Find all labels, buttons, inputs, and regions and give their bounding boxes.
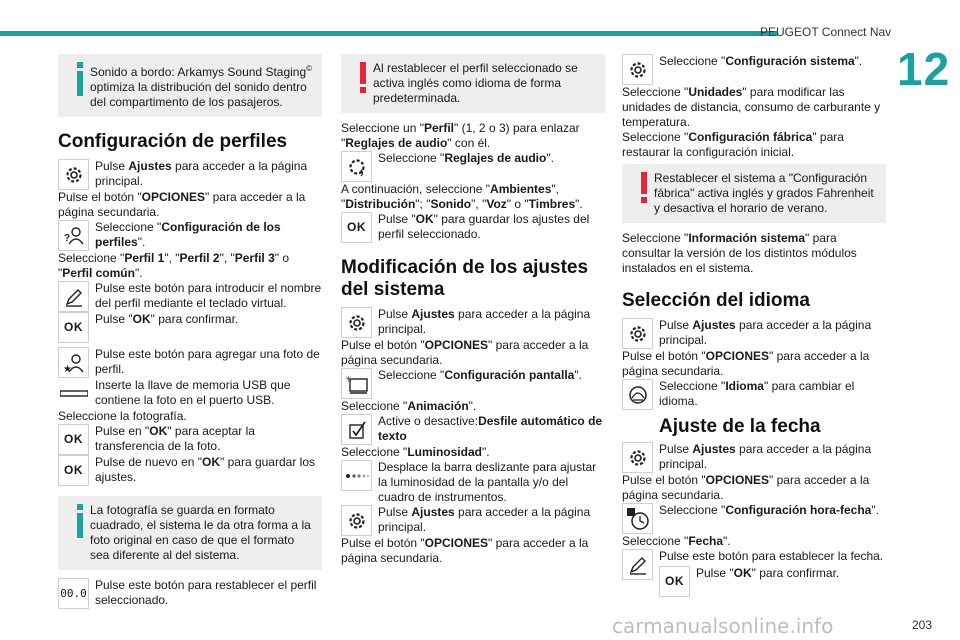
slider-icon[interactable] [341, 460, 372, 491]
info-text: optimiza la distribución del sonido dentro del compartimento de los pasajeros. [90, 80, 307, 109]
settings-gear-icon[interactable] [622, 318, 653, 349]
step: Pulse Ajustes para acceder a la página principal. [622, 318, 886, 349]
step: Pulse Ajustes para acceder a la página principal. [341, 307, 605, 338]
section-heading-system-settings: Modificación de los ajustes del sistema [341, 257, 589, 300]
edit-pencil-icon[interactable] [58, 281, 89, 312]
svg-text:✳: ✳ [344, 374, 353, 385]
chapter-number: 12 [897, 43, 951, 95]
watermark: carmanualsonline.info [612, 614, 834, 638]
edit-pencil-icon[interactable] [622, 549, 653, 580]
header-title: PEUGEOT Connect Nav [760, 25, 892, 39]
warning-icon [353, 62, 373, 96]
step: Seleccione "Reglajes de audio". [341, 151, 605, 182]
svg-text:?: ? [63, 232, 70, 244]
step: Pulse Ajustes para acceder a la página principal. [58, 159, 322, 190]
step: Pulse Ajustes para acceder a la página principal. [341, 505, 605, 536]
info-icon [70, 62, 90, 96]
step: OK Pulse "OK" para confirmar. [659, 566, 886, 597]
ok-button[interactable]: OK [58, 312, 89, 343]
profile-photo-star-icon[interactable] [58, 347, 89, 378]
step-text: A continuación, seleccione "Ambientes", "Distribución"; "Sonido", "Voz" o "Timbres". [341, 182, 583, 211]
step-text: Pulse el botón "OPCIONES" para acceder a la página secundaria. [622, 349, 870, 378]
step: Pulse Ajustes para acceder a la página principal. [622, 442, 886, 473]
language-icon[interactable] [622, 379, 653, 410]
ok-button[interactable]: OK [341, 212, 372, 243]
step-text: Pulse el botón "OPCIONES" para acceder a la página secundaria. [341, 536, 589, 565]
settings-gear-icon[interactable] [341, 505, 372, 536]
checkbox-icon[interactable] [341, 414, 372, 445]
info-box-sound: Sonido a bordo: Arkamys Sound Staging© optimiza la distribución del sonido dentro del compartimento de los pasajeros. [58, 54, 322, 117]
step: Seleccione "Configuración sistema". [622, 54, 886, 85]
step-text: Pulse el botón "OPCIONES" para acceder a la página secundaria. [58, 190, 306, 219]
step-text: Seleccione "Perfil 1", "Perfil 2", "Perfil 3" o "Perfil común". [58, 251, 290, 280]
profile-question-icon[interactable] [58, 220, 89, 251]
page-number: 203 [912, 618, 933, 632]
ok-button[interactable]: OK [58, 455, 89, 486]
step: ✳ Seleccione "Configuración pantalla". [341, 368, 605, 399]
info-text: Sonido a bordo: Arkamys Sound Staging [90, 65, 307, 79]
section-heading-language: Selección del idioma [622, 290, 810, 311]
step: Seleccione "Idioma" para cambiar el idioma. [622, 379, 886, 410]
step: ★ Pulse este botón para agregar una foto de perfil. [58, 347, 322, 378]
step-text: Seleccione la fotografía. [58, 409, 187, 423]
step-text: Seleccione "Información sistema" para consultar la versión de los distintos módulos instalados en el sistema. [622, 231, 857, 275]
step: 00.0 Pulse este botón para restablecer el perfil seleccionado. [58, 578, 322, 609]
system-settings-icon[interactable] [622, 54, 653, 85]
step: Pulse este botón para introducir el nombre del perfil mediante el teclado virtual. [58, 281, 322, 312]
step-text: Seleccione "Fecha". [622, 534, 731, 548]
settings-gear-icon[interactable] [58, 159, 89, 190]
ok-button[interactable]: OK [58, 424, 89, 455]
column-1 [58, 54, 322, 609]
settings-gear-icon[interactable] [341, 307, 372, 338]
step-text: Pulse el botón "OPCIONES" para acceder a la página secundaria. [622, 473, 870, 502]
warning-icon [634, 172, 654, 206]
step: OK Pulse de nuevo en "OK" para guardar los ajustes. [58, 455, 322, 486]
step: ? Seleccione "Configuración de los perfiles". [58, 220, 322, 251]
usb-port-icon [58, 378, 89, 409]
step: Pulse este botón para establecer la fecha. [622, 549, 886, 580]
step-text: Pulse el botón "OPCIONES" para acceder a la página secundaria. [341, 338, 589, 367]
warning-box-reset-profile: Al restablecer el perfil seleccionado se activa inglés como idioma de forma predeterminada. [341, 54, 605, 113]
ok-button[interactable]: OK [659, 566, 690, 597]
step: Desplace la barra deslizante para ajustar la luminosidad de la pantalla y/o del cuadro de instrumentos. [341, 460, 605, 505]
step: OK Pulse "OK" para guardar los ajustes del perfil seleccionado. [341, 212, 605, 243]
info-box-photo: La fotografía se guarda en formato cuadrado, el sistema le da otra forma a la foto original en caso de que el formato sea diferente al del sistema. [58, 496, 322, 570]
warning-box-factory-reset: Restablecer el sistema a "Configuración fábrica" activa inglés y grados Fahrenheit y desactiva el horario de verano. [622, 164, 886, 223]
header-accent-bar [0, 31, 778, 36]
step-text: Seleccione "Animación". [341, 399, 477, 413]
step: Inserte la llave de memoria USB que contiene la foto en el puerto USB. [58, 378, 322, 409]
step: Seleccione "Configuración hora-fecha". [622, 503, 886, 534]
audio-settings-icon[interactable] [341, 151, 372, 182]
clock-calendar-icon[interactable] [622, 503, 653, 534]
display-settings-icon[interactable] [341, 368, 372, 399]
reset-profile-button[interactable]: 00.0 [58, 578, 89, 609]
step: Active o desactive:Desfile automático de texto [341, 414, 605, 445]
step-text: Seleccione "Luminosidad". [341, 445, 490, 459]
section-heading-profiles: Configuración de perfiles [58, 131, 288, 152]
step: OK Pulse "OK" para confirmar. [58, 312, 322, 343]
step-text: Seleccione "Unidades" para modificar las unidades de distancia, consumo de carburante y temperatura. [622, 85, 881, 129]
step-text: Seleccione "Configuración fábrica" para restaurar la configuración inicial. [622, 130, 844, 159]
column-2 [341, 54, 605, 566]
settings-gear-icon[interactable] [622, 442, 653, 473]
svg-text:★: ★ [62, 363, 72, 375]
section-heading-date: Ajuste de la fecha [659, 416, 821, 437]
step-text: Seleccione un "Perfil" (1, 2 o 3) para enlazar "Reglajes de audio" con él. [341, 121, 580, 150]
info-icon [70, 504, 90, 538]
step: OK Pulse en "OK" para aceptar la transferencia de la foto. [58, 424, 322, 455]
column-3 [622, 54, 886, 597]
